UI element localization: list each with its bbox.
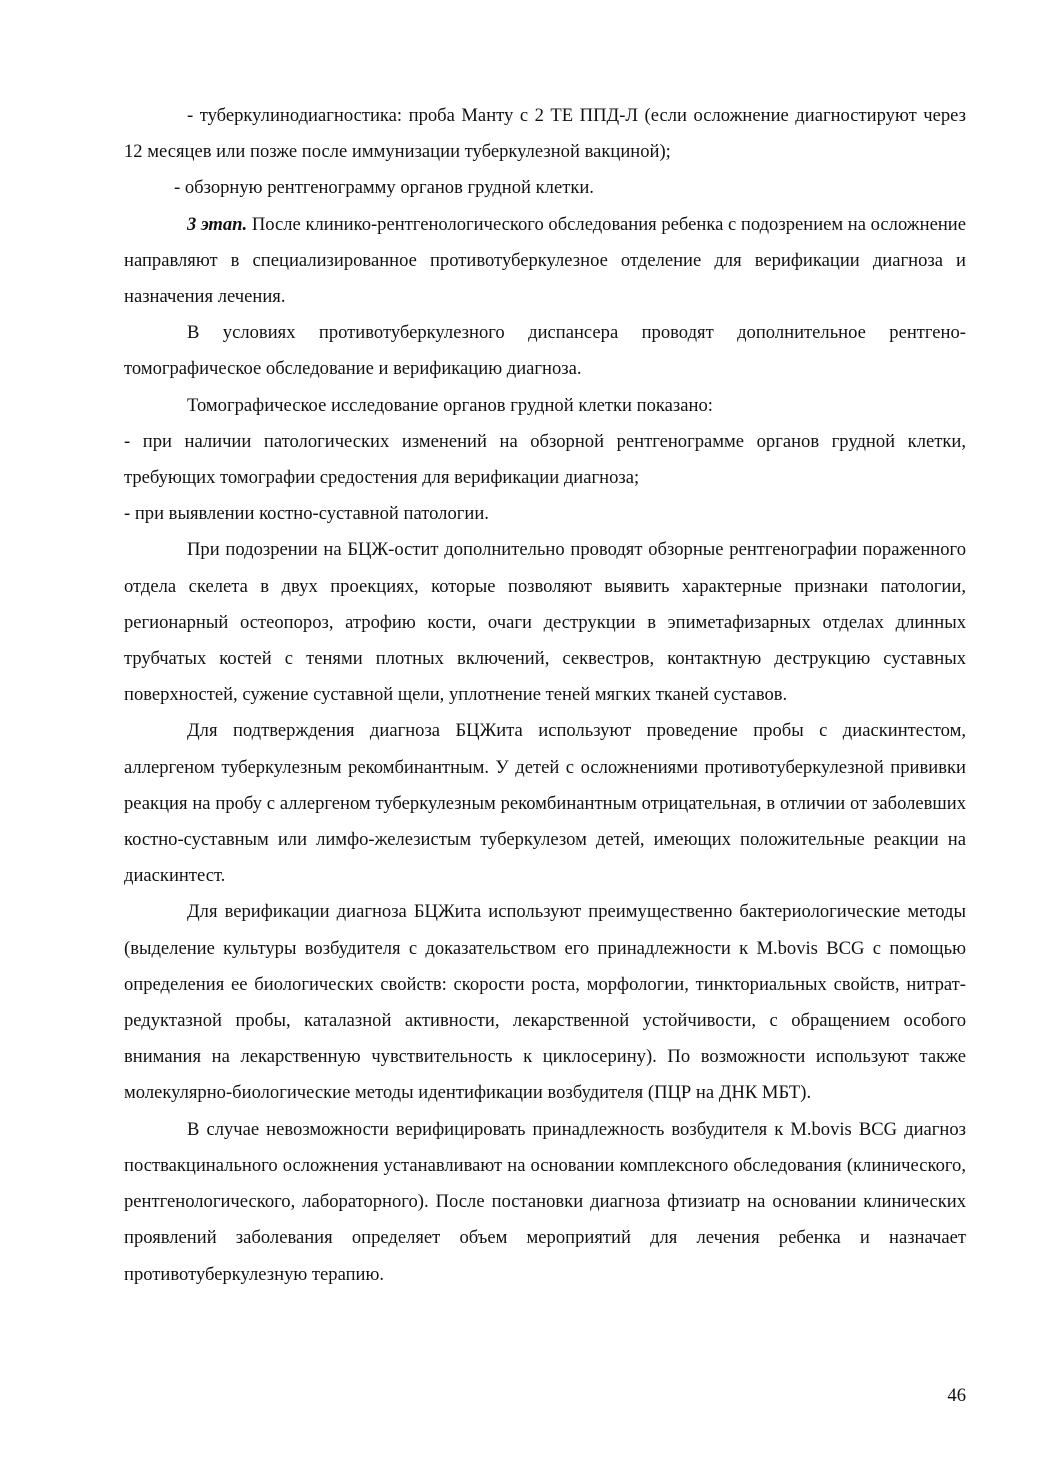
paragraph-tomography-indicated: Томографическое исследование органов грудной клетки показано: <box>187 394 713 416</box>
paragraph-bacteriological-verification: Для верификации диагноза БЦЖита используют преимущественно бактериологические методы (выделение культуры возбудителя с доказательством его принадлежности к M.bovis BCG с помощью определения ее биологических свойств: скорости роста, морфологии, тинкториальных свойств, нитрат-редуктазной пробы, каталазной активности, лекарственной устойчивости, с обращением особого внимания на лекарственную чувствительность к циклосерину). По возможности используют также молекулярно-биологические методы идентификации возбудителя (ПЦР на ДНК МБТ). <box>124 901 966 1104</box>
stage-3-heading: 3 этап. <box>187 213 248 235</box>
paragraph-bcg-osteitis: При подозрении на БЦЖ-остит дополнительно проводят обзорные рентгенографии пораженного отдела скелета в двух проекциях, которые позволяют выявить характерные признаки патологии, регионарный остеопороз, атрофию кости, очаги деструкции в эпиметафизарных отделах длинных трубчатых костей с тенями плотных включений, секвестров, контактную деструкцию суставных поверхностей, сужение суставной щели, уплотнение теней мягких тканей суставов. <box>124 539 966 706</box>
paragraph-pathological-changes: - при наличии патологических изменений на обзорной рентгенограмме органов грудной клетки, требующих томографии средостения для верификации диагноза; <box>124 430 966 489</box>
paragraph-chest-xray: - обзорную рентгенограмму органов грудной клетки. <box>174 177 594 199</box>
paragraph-dispensary-conditions: В условиях противотуберкулезного диспансера проводят дополнительное рентгено-томографическое обследование и верификацию диагноза. <box>124 322 966 380</box>
paragraph-osteoarticular-pathology: - при выявлении костно-суставной патологии. <box>124 503 489 525</box>
paragraph-complex-examination: В случае невозможности верифицировать принадлежность возбудителя к M.bovis BCG диагноз поствакцинального осложнения устанавливают на основании комплексного обследования (клинического, рентгенологического, лабораторного). После постановки диагноза фтизиатр на основании клинических проявлений заболевания определяет объем мероприятий для лечения ребенка и назначает противотуберкулезную терапию. <box>124 1118 966 1285</box>
paragraph-stage-3 <box>124 207 966 316</box>
paragraph-tuberculin-diagnostics: - туберкулинодиагностика: проба Манту с 2 ТЕ ППД-Л (если осложнение диагностируют через 12 месяцев или позже после иммунизации туберкулезной вакциной); <box>124 105 966 163</box>
stage-3-text: После клинико-рентгенологического обследования ребенка с подозрением на осложнение направляют в специализированное противотуберкулезное отделение для верификации диагноза и назначения лечения. <box>124 213 966 308</box>
page-number: 46 <box>947 1385 966 1406</box>
document-body <box>124 98 966 1293</box>
paragraph-diaskintest-confirmation: Для подтверждения диагноза БЦЖита используют проведение пробы с диаскинтестом, аллергеном туберкулезным рекомбинантным. У детей с осложнениями противотуберкулезной прививки реакция на пробу с аллергеном туберкулезным рекомбинантным отрицательная, в отличии от заболевших костно-суставным или лимфо-железистым туберкулезом детей, имеющих положительные реакции на диаскинтест. <box>124 720 966 887</box>
